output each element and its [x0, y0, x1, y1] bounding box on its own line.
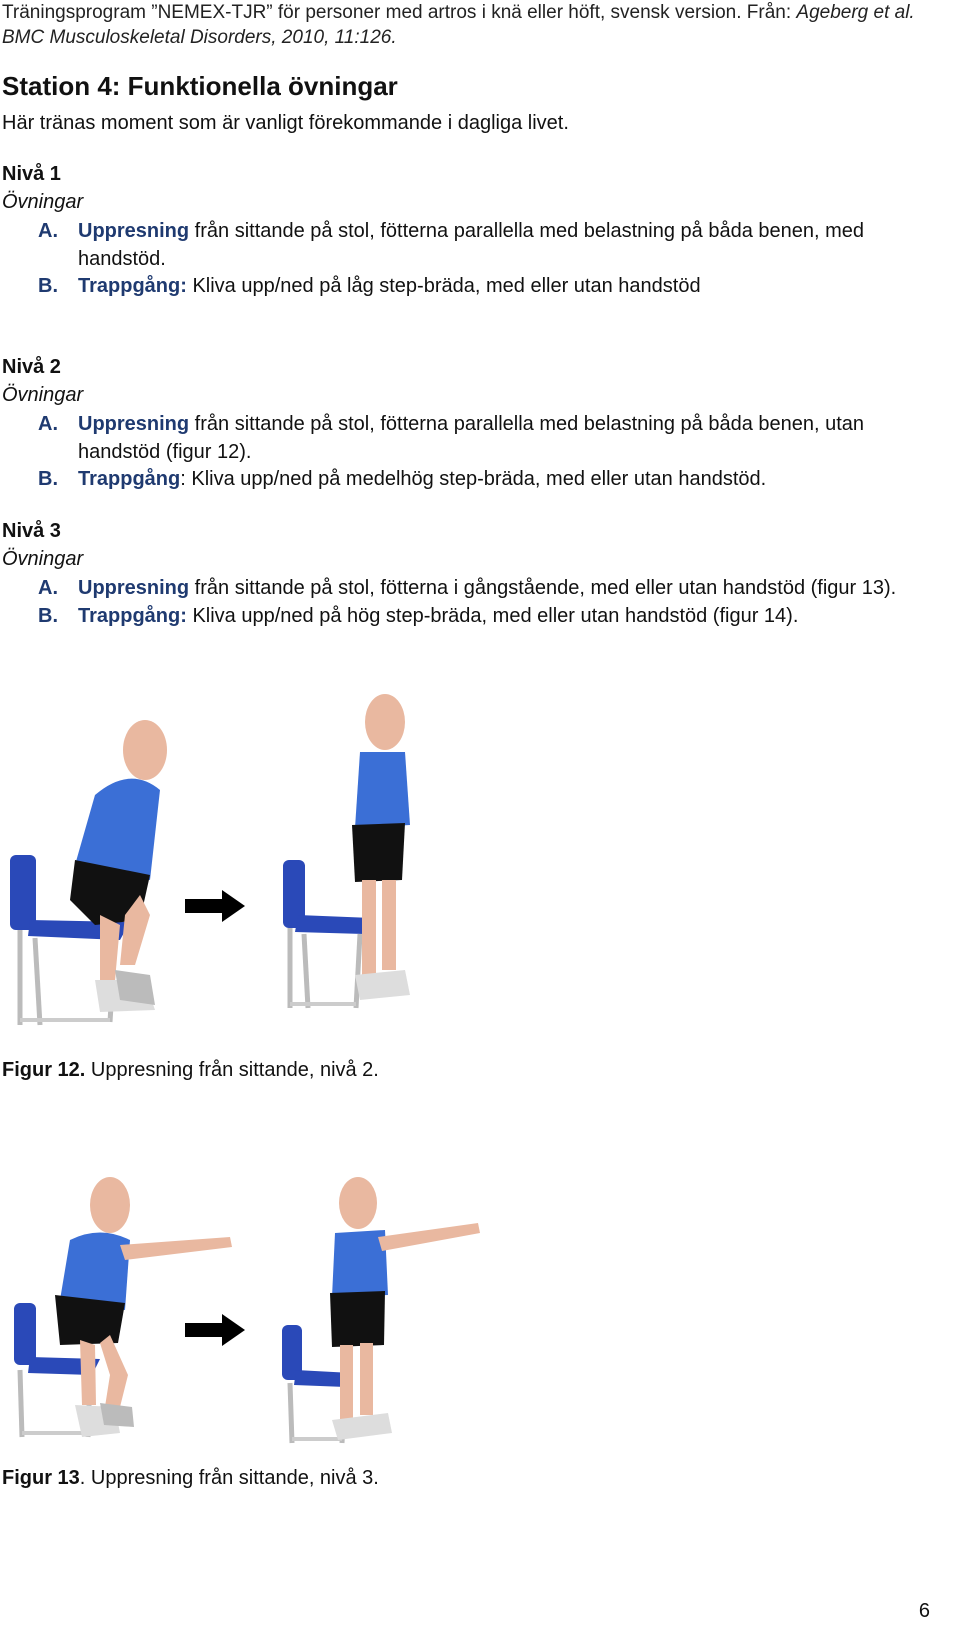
- page-header: [2, 0, 952, 50]
- figure-13-caption: Figur 13. Uppresning från sittande, nivå 3.: [2, 1467, 379, 1489]
- level-2-item-b: B. Trappgång: Kliva upp/ned på medelhög step-bräda, med eller utan handstöd.: [38, 468, 767, 490]
- header-line-2: BMC Musculoskeletal Disorders, 2010, 11:126.: [2, 27, 397, 48]
- level-1-title: Nivå 1: [2, 163, 61, 185]
- figure-13-image: [0, 1175, 500, 1455]
- level-3-title: Nivå 3: [2, 520, 61, 542]
- level-1-item-a: A. Uppresning från sittande på stol, fötterna parallella med belastning på båda benen, med handstöd.: [38, 220, 865, 270]
- person-standing-arms-forward-figure: [330, 1177, 480, 1440]
- intro-text: Här tränas moment som är vanligt förekommande i dagliga livet.: [2, 112, 569, 134]
- page-number: 6: [918, 1600, 930, 1622]
- figure-12-image: [0, 690, 480, 1060]
- level-2-exercises-label: Övningar: [2, 384, 84, 406]
- level-1-item-b: B. Trappgång: Kliva upp/ned på låg step-bräda, med eller utan handstöd: [38, 275, 701, 297]
- level-3-exercises-label: Övningar: [2, 548, 84, 570]
- arrow-right-icon: [185, 1314, 245, 1346]
- level-2-item-a: A. Uppresning från sittande på stol, fötterna parallella med belastning på båda benen, utan handstöd (figur 12).: [38, 413, 865, 463]
- level-1-exercises-label: Övningar: [2, 191, 84, 213]
- figure-12-caption: Figur 12. Uppresning från sittande, nivå 2.: [2, 1059, 379, 1081]
- person-rising-figure: [70, 720, 167, 1012]
- person-rising-arms-forward-figure: [55, 1177, 232, 1437]
- header-line-1: Träningsprogram ”NEMEX-TJR” för personer med artros i knä eller höft, svensk version. Från: Ageberg et al.: [2, 2, 915, 23]
- arrow-right-icon: [185, 890, 245, 922]
- level-3-item-b: B. Trappgång: Kliva upp/ned på hög step-bräda, med eller utan handstöd (figur 14).: [38, 605, 799, 627]
- station-title: Station 4: Funktionella övningar: [2, 71, 398, 101]
- level-3-item-a: A. Uppresning från sittande på stol, fötterna i gångstående, med eller utan handstöd (figur 13).: [38, 577, 897, 599]
- level-2-title: Nivå 2: [2, 356, 61, 378]
